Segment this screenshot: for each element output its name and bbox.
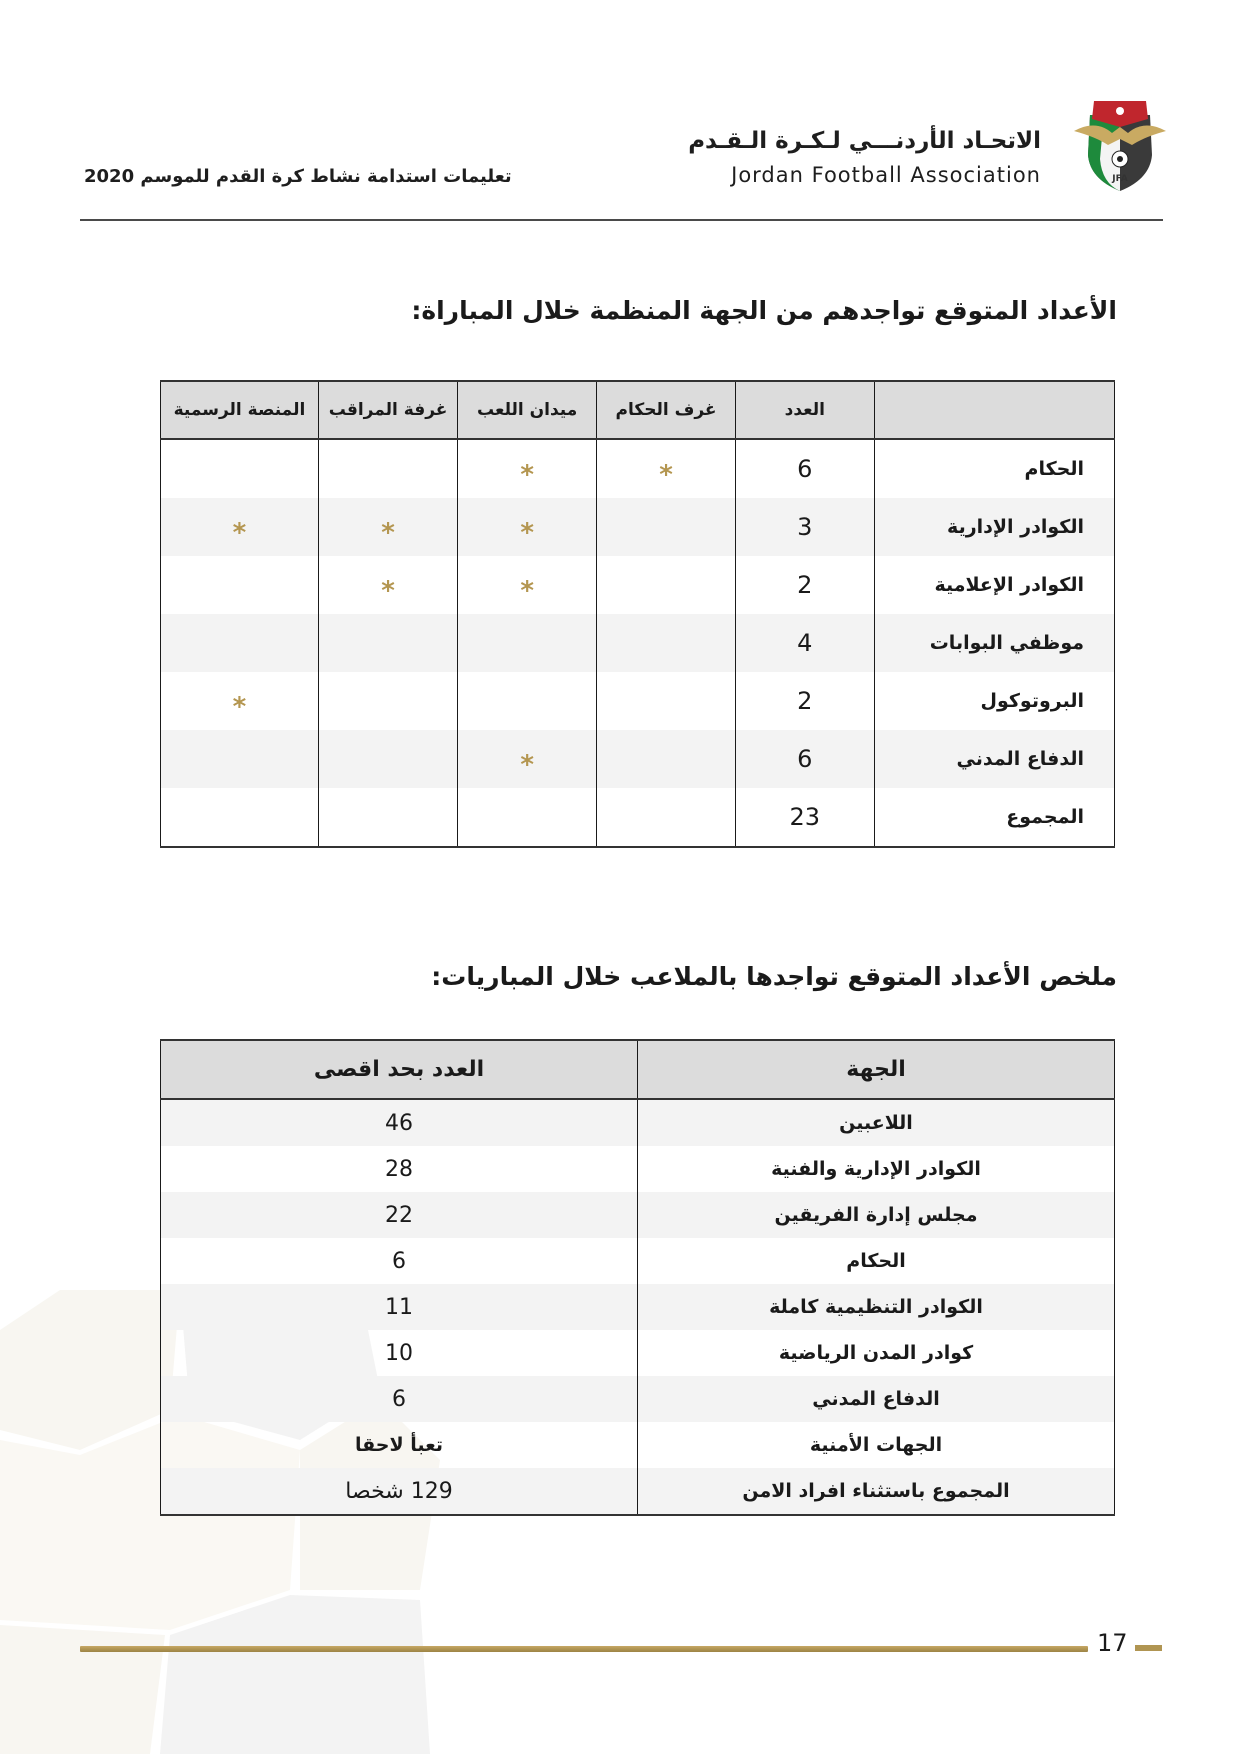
row-count: 23	[735, 788, 874, 847]
logo-text: JFA	[1112, 174, 1128, 184]
max-count-cell: 10	[161, 1330, 638, 1376]
row-label: الكوادر الإعلامية	[874, 556, 1114, 614]
table-row	[161, 1192, 1115, 1238]
entity-cell: الحكام	[638, 1238, 1115, 1284]
asterisk-mark-icon: *	[232, 518, 247, 548]
entity-cell: كوادر المدن الرياضية	[638, 1330, 1115, 1376]
entity-cell: الكوادر الإدارية والفنية	[638, 1146, 1115, 1192]
column-header-playing-field: ميدان اللعب	[458, 381, 597, 439]
table-row	[161, 439, 1115, 498]
table-row	[161, 498, 1115, 556]
row-count: 4	[735, 614, 874, 672]
asterisk-mark-icon: *	[520, 750, 534, 780]
asterisk-mark-icon: *	[232, 692, 247, 722]
summary-table	[160, 1039, 1115, 1516]
entity-cell: المجموع باستثناء افراد الامن	[638, 1468, 1115, 1515]
column-header-count: العدد	[735, 381, 874, 439]
table-row	[161, 1422, 1115, 1468]
table-row	[161, 1330, 1115, 1376]
table-row	[161, 1284, 1115, 1330]
row-label: الكوادر الإدارية	[874, 498, 1114, 556]
asterisk-mark-icon: *	[381, 576, 395, 606]
row-label: المجموع	[874, 788, 1114, 847]
column-header-max-count: العدد بحد اقصى	[161, 1040, 638, 1099]
table-row-total	[161, 1468, 1115, 1515]
document-title: تعليمات استدامة نشاط كرة القدم للموسم 2020	[84, 166, 512, 187]
row-label: الحكام	[874, 439, 1114, 498]
column-header-observer-room: غرفة المراقب	[318, 381, 457, 439]
footer-gold-dash	[1135, 1645, 1162, 1651]
row-label: الدفاع المدني	[874, 730, 1114, 788]
entity-cell: اللاعبين	[638, 1099, 1115, 1146]
row-count: 3	[735, 498, 874, 556]
asterisk-mark-icon: *	[659, 460, 673, 490]
max-count-cell: 46	[161, 1099, 638, 1146]
column-header-referee-rooms: غرف الحكام	[597, 381, 736, 439]
section-heading-summary: ملخص الأعداد المتوقع تواجدها بالملاعب خلال المباريات:	[431, 962, 1117, 991]
page-number: 17	[1097, 1629, 1128, 1657]
table-row-total	[161, 788, 1115, 847]
asterisk-mark-icon: *	[520, 518, 534, 548]
table-row	[161, 672, 1115, 730]
entity-cell: الجهات الأمنية	[638, 1422, 1115, 1468]
column-header-official-stand: المنصة الرسمية	[161, 381, 319, 439]
max-count-cell: 22	[161, 1192, 638, 1238]
table-row	[161, 614, 1115, 672]
header-divider	[80, 219, 1163, 221]
max-count-cell: 6	[161, 1376, 638, 1422]
asterisk-mark-icon: *	[520, 576, 534, 606]
table-row	[161, 1238, 1115, 1284]
row-count: 6	[735, 730, 874, 788]
max-count-cell: 28	[161, 1146, 638, 1192]
row-count: 6	[735, 439, 874, 498]
entity-cell: الدفاع المدني	[638, 1376, 1115, 1422]
asterisk-mark-icon: *	[381, 518, 395, 548]
max-count-cell: تعبأ لاحقا	[161, 1422, 638, 1468]
organization-name-arabic: الاتحـاد الأردنـــي لـكـرة الـقـدم	[688, 128, 1041, 154]
table-row	[161, 1099, 1115, 1146]
column-header-entity: الجهة	[638, 1040, 1115, 1099]
asterisk-mark-icon: *	[520, 460, 534, 490]
entity-cell: مجلس إدارة الفريقين	[638, 1192, 1115, 1238]
section-heading-organizer-staff: الأعداد المتوقع تواجدهم من الجهة المنظمة خلال المباراة:	[411, 296, 1117, 325]
table-row	[161, 556, 1115, 614]
table-row	[161, 730, 1115, 788]
organization-name-english: Jordan Football Association	[731, 163, 1041, 187]
footer-gold-rule	[80, 1646, 1088, 1652]
jfa-logo-icon	[1072, 97, 1168, 193]
column-header-category	[874, 381, 1114, 439]
max-count-cell: 129 شخصا	[161, 1468, 638, 1515]
table-row	[161, 1376, 1115, 1422]
row-label: البروتوكول	[874, 672, 1114, 730]
table-header-row	[161, 381, 1115, 439]
row-count: 2	[735, 556, 874, 614]
row-label: موظفي البوابات	[874, 614, 1114, 672]
organizer-staff-table	[160, 380, 1115, 848]
row-count: 2	[735, 672, 874, 730]
entity-cell: الكوادر التنظيمية كاملة	[638, 1284, 1115, 1330]
max-count-cell: 11	[161, 1284, 638, 1330]
table-header-row	[161, 1040, 1115, 1099]
table-row	[161, 1146, 1115, 1192]
max-count-cell: 6	[161, 1238, 638, 1284]
